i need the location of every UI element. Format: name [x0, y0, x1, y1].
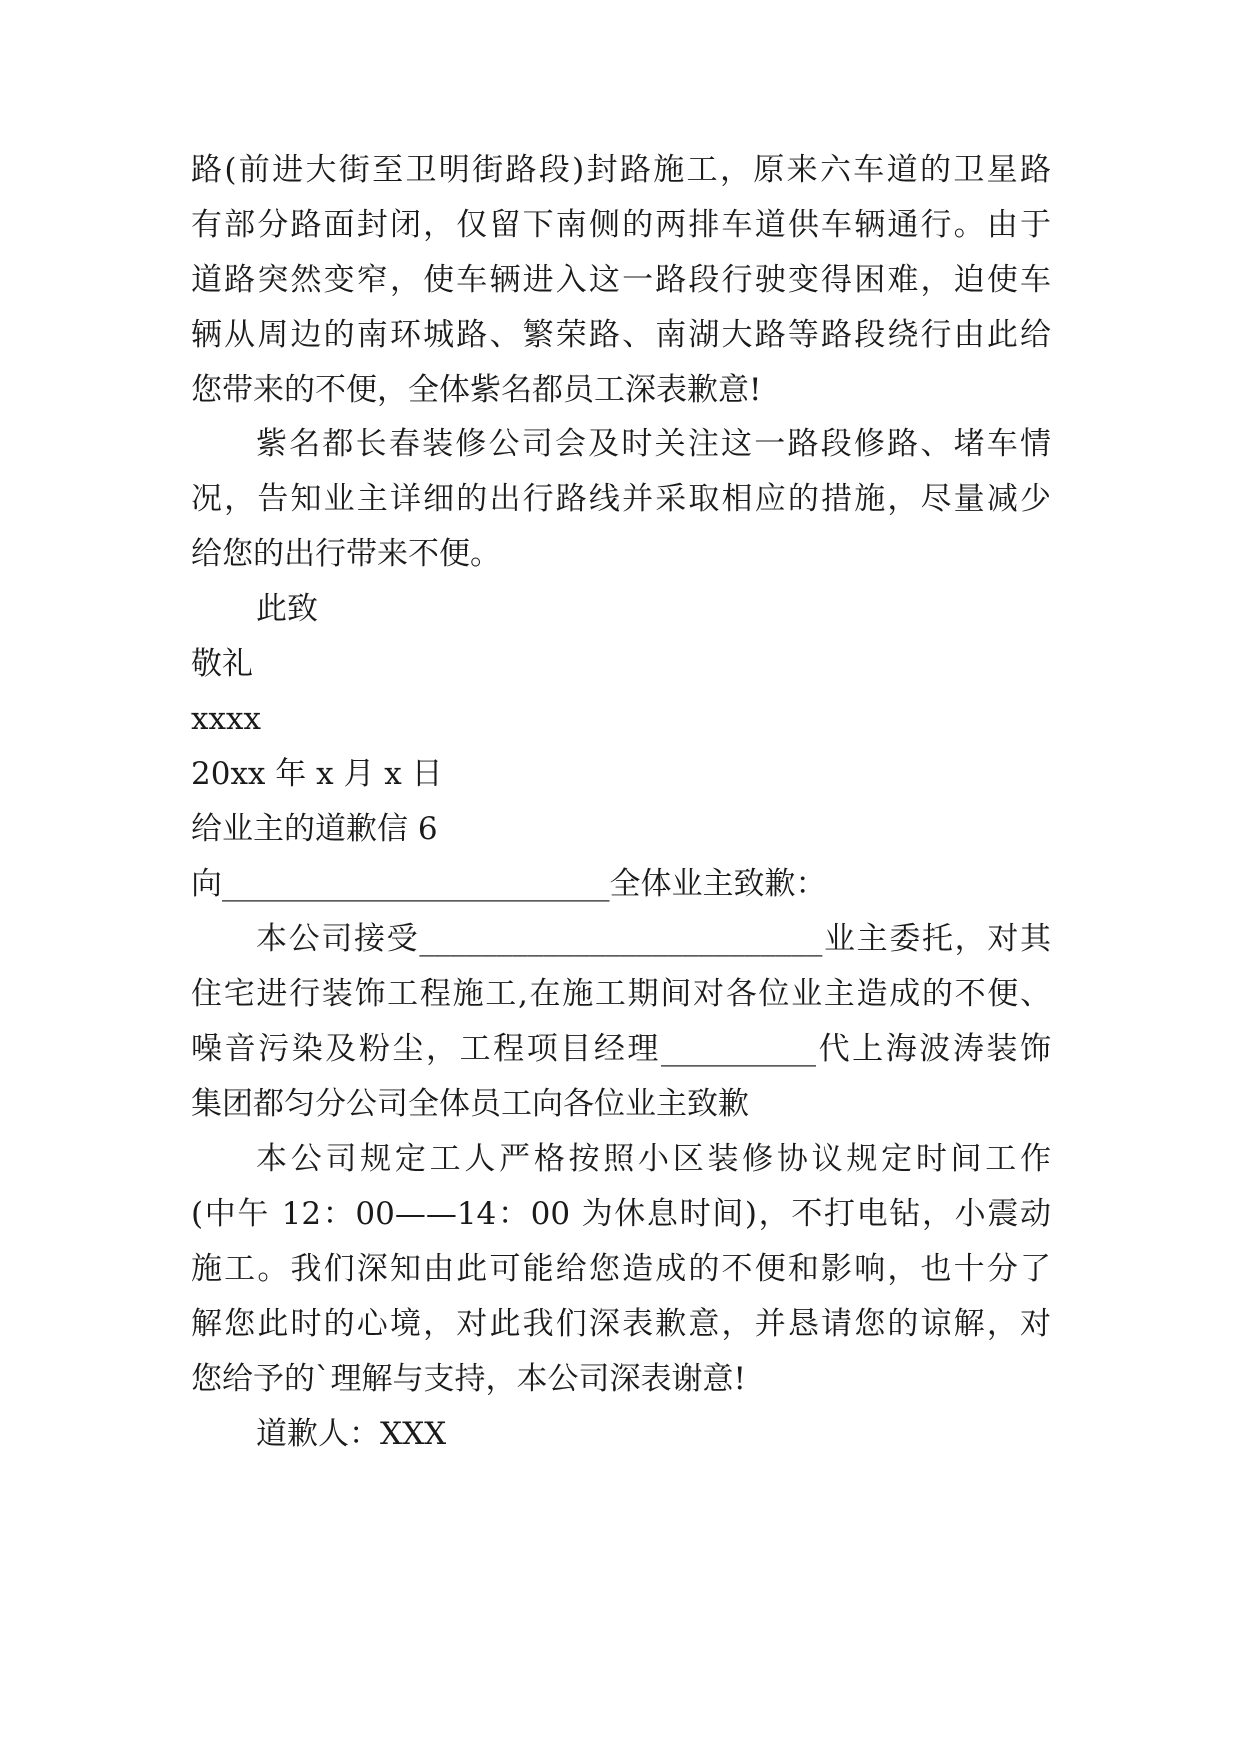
- signature: xxxx: [191, 701, 261, 737]
- text-line: 施工。我们深知由此可能给您造成的不便和影响，也十分了: [191, 1251, 1051, 1287]
- apologizer: 道歉人：XXX: [256, 1416, 447, 1452]
- text-line: 您给予的`理解与支持，本公司深表谢意!: [191, 1361, 746, 1397]
- text-line: 辆从周边的南环城路、繁荣路、南湖大路等路段绕行由此给: [191, 317, 1051, 353]
- closing-line: 此致: [256, 591, 318, 627]
- text-line: 住宅进行装饰工程施工,在施工期间对各位业主造成的不便、: [191, 976, 1051, 1012]
- text-line: 路(前进大街至卫明街路段)封路施工，原来六车道的卫星路: [191, 152, 1051, 188]
- text-line: 解您此时的心境，对此我们深表歉意，并恳请您的谅解，对: [191, 1306, 1051, 1342]
- date: 20xx 年 x 月 x 日: [191, 756, 443, 792]
- text-line: (中午 12：00——14：00 为休息时间)，不打电钻，小震动: [191, 1196, 1051, 1232]
- text-line: 本公司接受__________________________业主委托，对其: [256, 921, 1051, 957]
- text-line: 紫名都长春装修公司会及时关注这一路段修路、堵车情: [256, 426, 1051, 462]
- text-line: 您带来的不便，全体紫名都员工深表歉意!: [191, 372, 762, 408]
- text-line: 有部分路面封闭，仅留下南侧的两排车道供车辆通行。由于: [191, 207, 1051, 243]
- text-line: 噪音污染及粉尘，工程项目经理__________代上海波涛装饰: [191, 1031, 1051, 1067]
- text-line: 给您的出行带来不便。: [191, 536, 501, 572]
- text-line: 本公司规定工人严格按照小区装修协议规定时间工作: [256, 1141, 1051, 1177]
- text-line: 集团都匀分公司全体员工向各位业主致歉: [191, 1086, 749, 1122]
- section-title: 给业主的道歉信 6: [191, 811, 438, 847]
- text-line: 况，告知业主详细的出行路线并采取相应的措施，尽量减少: [191, 481, 1051, 517]
- salutation: 向_________________________全体业主致歉：: [191, 866, 827, 902]
- text-line: 道路突然变窄，使车辆进入这一路段行驶变得困难，迫使车: [191, 262, 1051, 298]
- closing-line: 敬礼: [191, 646, 253, 682]
